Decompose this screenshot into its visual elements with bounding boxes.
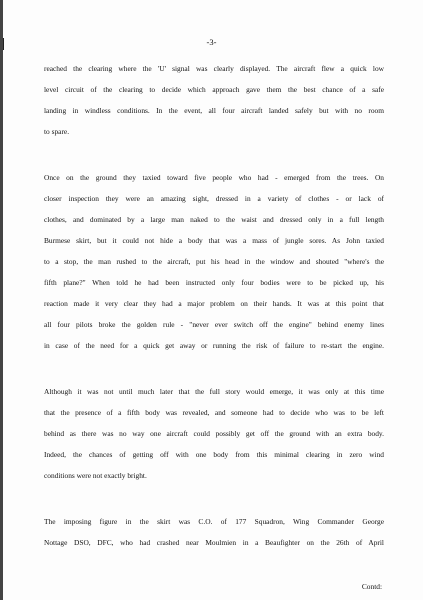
- text-line: to spare.: [44, 127, 70, 136]
- text-line: level circuit of the clearing to decide which approach gave them the best chance of a safe: [44, 85, 384, 94]
- paragraph-1: [44, 58, 384, 142]
- text-line: reaction made it very clear they had a major problem on their hands. It was at this point that: [44, 299, 384, 308]
- text-line: fifth plane?" When told he had been instructed only four bodies were to be picked up, his: [44, 278, 384, 287]
- text-line: behind as there was no way one aircraft could possibly get off the ground with an extra body.: [44, 429, 384, 438]
- text-line: all four pilots broke the golden rule - "never ever switch off the engine" behind enemy lines: [44, 320, 384, 329]
- paragraph-2: [44, 167, 384, 356]
- continued-label: Contd:: [361, 582, 382, 591]
- text-line: that the presence of a fifth body was revealed, and someone had to decide who was to be left: [44, 408, 384, 417]
- text-line: Indeed, the chances of getting off with one body from this minimal clearing in zero wind: [44, 450, 384, 459]
- text-line: clothes, and dominated by a large man naked to the waist and dressed only in a full length: [44, 215, 384, 224]
- text-line: in case of the need for a quick get away or running the risk of failure to re-start the engine.: [44, 341, 384, 350]
- paragraph-3: [44, 381, 384, 486]
- page-number: -3-: [206, 37, 217, 47]
- text-line: reached the clearing where the 'U' signal was clearly displayed. The aircraft flew a quick low: [44, 64, 384, 73]
- text-line: Although it was not until much later that the full story would emerge, it was only at this time: [44, 387, 384, 396]
- text-line: Burmese skirt, but it could not hide a body that was a mass of jungle sores. As John taxied: [44, 236, 384, 245]
- text-line: Once on the ground they taxied toward five people who had - emerged from the trees. On: [44, 173, 384, 182]
- body-text: [44, 58, 384, 578]
- scan-edge: [0, 0, 3, 600]
- text-line: to a stop, the man rushed to the aircraft, put his head in the window and shouted "where's the: [44, 257, 384, 266]
- paragraph-4: [44, 511, 384, 553]
- text-line: Nottage DSO, DFC, who had crashed near Moulmien in a Beaufighter on the 26th of April: [44, 538, 384, 547]
- text-line: The imposing figure in the skirt was C.O. of 177 Squadron, Wing Commander George: [44, 517, 384, 526]
- text-line: closer inspection they were an amazing sight, dressed in a variety of clothes - or lack of: [44, 194, 384, 203]
- text-line: conditions were not exactly bright.: [44, 471, 147, 480]
- text-line: landing in windless conditions. In the event, all four aircraft landed safely but with no room: [44, 106, 384, 115]
